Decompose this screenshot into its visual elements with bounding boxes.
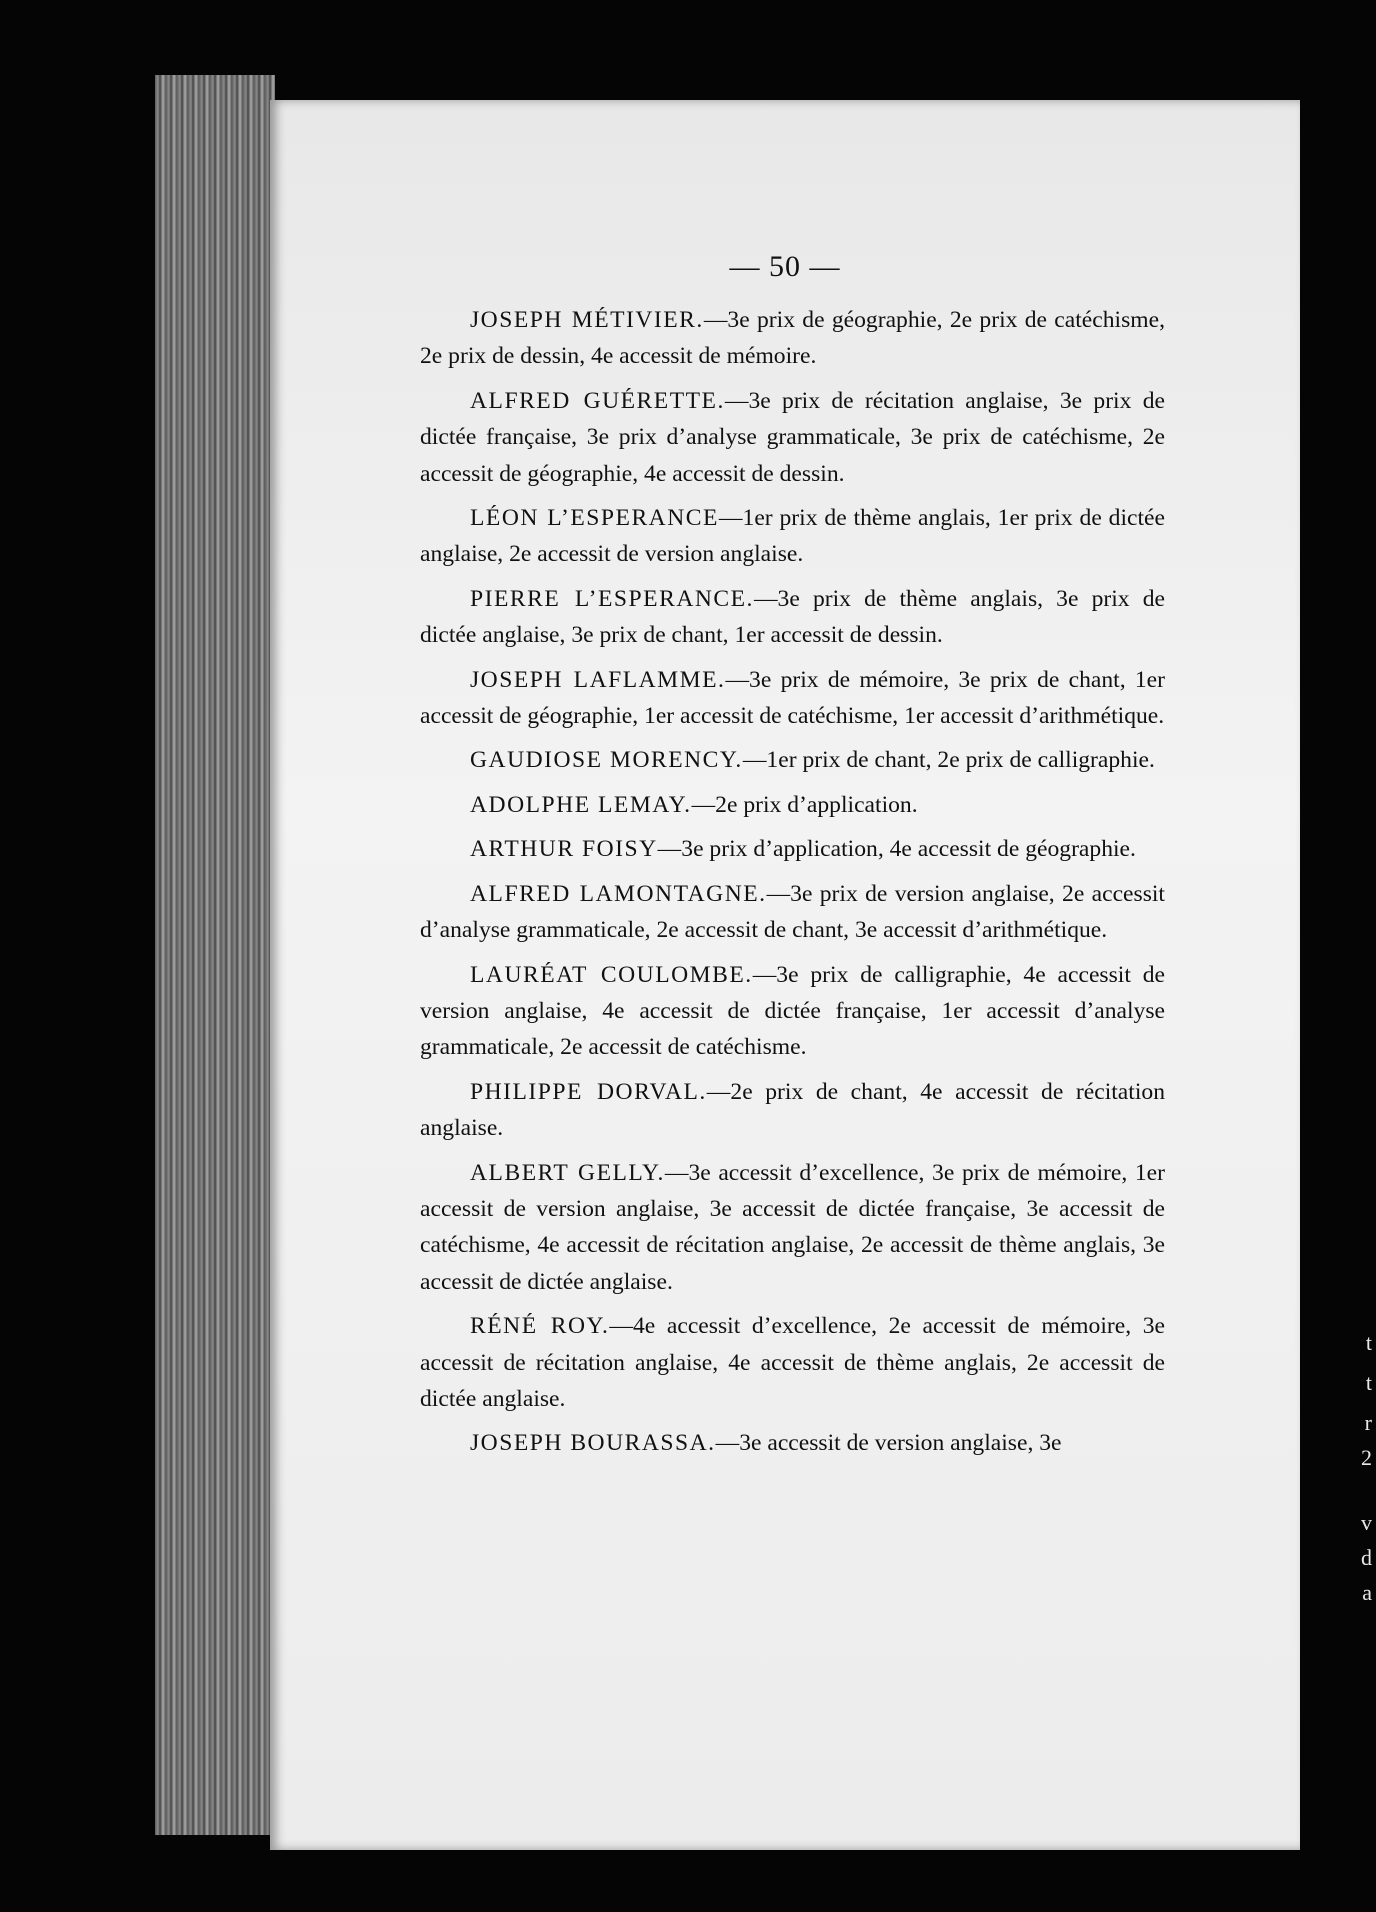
fragment-char: 2 [1361, 1445, 1372, 1470]
list-item [420, 581, 1165, 654]
student-name: ARTHUR FOISY [470, 836, 658, 863]
prize-text: —3e prix de géographie, 2e prix de catéchisme, 2e prix de dessin, 4e accessit de mémoire. [420, 307, 1165, 370]
list-item [420, 742, 1165, 778]
list-item [420, 500, 1165, 573]
list-item [420, 957, 1165, 1066]
list-item [420, 1425, 1165, 1461]
prize-text: —3e accessit d’excellence, 3e prix de mémoire, 1er accessit de version anglaise, 3e accessit de dictée française, 3e accessit de catéchisme, 4e accessit de récitation anglaise, 2e accessit de thème anglais, 3e accessit de dictée anglaise. [420, 1159, 1165, 1295]
prize-list [420, 302, 1165, 1470]
list-item [420, 383, 1165, 492]
prize-text: —3e prix de thème anglais, 3e prix de dictée anglaise, 3e prix de chant, 1er accessit de dessin. [420, 585, 1165, 649]
list-item [420, 302, 1165, 375]
student-name: PIERRE L’ESPERANCE. [470, 585, 754, 612]
list-item [420, 662, 1165, 735]
list-item [420, 1155, 1165, 1301]
student-name: JOSEPH MÉTIVIER. [470, 307, 704, 333]
fragment-char: t [1365, 1370, 1372, 1395]
fragment-char: v [1361, 1510, 1372, 1535]
list-item [420, 831, 1165, 867]
prize-text: —2e prix de chant, 4e accessit de récitation anglaise. [420, 1078, 1165, 1142]
fragment-char: r [1364, 1410, 1372, 1435]
adjacent-page-fragment [1325, 1330, 1376, 1790]
student-name: LAURÉAT COULOMBE. [470, 961, 753, 988]
student-name: LÉON L’ESPERANCE [470, 505, 719, 532]
student-name: RÉNÉ ROY. [470, 1313, 610, 1340]
student-name: ALBERT GELLY. [470, 1159, 665, 1186]
page-number: — 50 — [729, 250, 841, 283]
prize-text: —1er prix de chant, 2e prix de calligraphie. [742, 747, 1155, 774]
student-name: ALFRED GUÉRETTE. [470, 387, 725, 414]
student-name: JOSEPH BOURASSA. [470, 1430, 716, 1457]
list-item [420, 787, 1165, 823]
prize-text: —3e prix d’application, 4e accessit de géographie. [657, 836, 1136, 863]
fragment-char: t [1365, 1330, 1372, 1355]
prize-text: —4e accessit d’excellence, 2e accessit de mémoire, 3e accessit de récitation anglaise, 4e accessit de thème anglais, 2e accessit de dictée anglaise. [420, 1313, 1166, 1412]
fragment-char: d [1361, 1545, 1372, 1570]
prize-text: —3e prix de mémoire, 3e prix de chant, 1er accessit de géographie, 1er accessit de catéchisme, 1er accessit d’arithmétique. [420, 666, 1165, 730]
prize-text: —3e prix de version anglaise, 2e accessit d’analyse grammaticale, 2e accessit de chant, 3e accessit d’arithmétique. [420, 880, 1165, 944]
prize-text: —1er prix de thème anglais, 1er prix de dictée anglaise, 2e accessit de version anglaise. [420, 505, 1165, 568]
prize-text: —3e accessit de version anglaise, 3e [715, 1430, 1062, 1457]
fragment-char: a [1362, 1580, 1372, 1605]
student-name: ADOLPHE LEMAY. [470, 791, 692, 818]
student-name: PHILIPPE DORVAL. [470, 1078, 707, 1105]
prize-text: —3e prix de calligraphie, 4e accessit de version anglaise, 4e accessit de dictée française, 1er accessit d’analyse grammaticale, 2e accessit de catéchisme. [420, 961, 1165, 1061]
list-item [420, 1308, 1165, 1417]
student-name: GAUDIOSE MORENCY. [470, 747, 743, 774]
prize-text: —3e prix de récitation anglaise, 3e prix de dictée française, 3e prix d’analyse grammaticale, 3e prix de catéchisme, 2e accessit de géographie, 4e accessit de dessin. [420, 387, 1165, 487]
book-page-edges [155, 75, 275, 1835]
student-name: JOSEPH LAFLAMME. [470, 666, 726, 693]
student-name: ALFRED LAMONTAGNE. [470, 880, 767, 907]
list-item [420, 876, 1165, 949]
list-item [420, 1074, 1165, 1147]
prize-text: —2e prix d’application. [691, 791, 918, 818]
